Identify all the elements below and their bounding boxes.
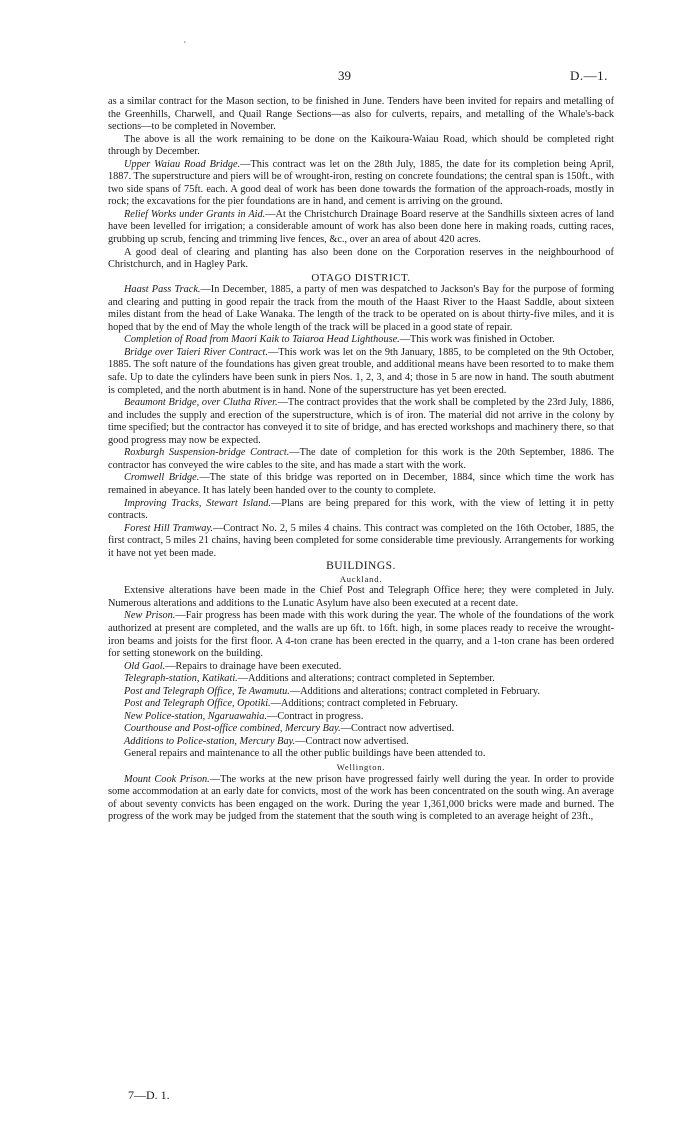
paragraph: Cromwell Bridge.—The state of this bridge was reported on in December, 1884, since which time the work has remained in abeyance. It has lately been handed over to the county to complete. [108, 472, 614, 496]
paragraph: The above is all the work remaining to be done on the Kaikoura-Waiau Road, which should be completed right through by December. [108, 133, 614, 158]
page-number: 39 [338, 68, 351, 83]
document-reference: D.—1. [570, 68, 608, 83]
paragraph: Bridge over Taieri River Contract.—This work was let on the 9th January, 1885, to be completed on the 9th October, 1885. The soft nature of the foundations has given great trouble, and additional means have been resorted to to make them safe. Up to date the cylinders have been sunk in piers Nos. 1, 2, 3, and 4; those in 5 are now in hand. The south abutment is completed, and the north abutment is in hand. None of the superstructure has yet been erected. [108, 346, 614, 396]
paragraph-title: Courthouse and Post-office combined, Mercury Bay. [124, 723, 341, 735]
subsection-heading-auckland: Auckland. [339, 573, 383, 584]
subsection-heading-wellington: Wellington. [336, 761, 386, 772]
paragraph: A good deal of clearing and planting has also been done on the Corporation reserves in the neighbourhood of Christchurch, and in Hagley Park. [108, 246, 614, 271]
page-mark: ' [184, 40, 186, 51]
paragraph-title: Beaumont Bridge, over Clutha River. [124, 397, 278, 409]
paragraph: Beaumont Bridge, over Clutha River.—The contract provides that the work shall be completed by the 23rd July, 1886, and includes the supply and erection of the superstructure, which is of iron. The material did not arrive in the colony by time specified; but the contractor has conveyed it to site of bridge, and has erected workshops and machinery there, so that good progress may now be expected. [108, 397, 614, 446]
paragraph: Forest Hill Tramway.—Contract No. 2, 5 miles 4 chains. This contract was completed on the 16th October, 1885, the first contract, 5 miles 21 chains, having been completed for some considerable time previously. Arrangements for working it have not yet been made. [108, 522, 614, 559]
paragraph: Upper Waiau Road Bridge.—This contract was let on the 28th July, 1885, the date for its completion being April, 1887. The superstructure and piers will be of wrought-iron, resting on concrete foundations; the central span is 150ft., with two side spans of 75ft. each. A good deal of work has been done towards the formation of the approach-roads, mostly in rock; the excavations for the pier foundations are in hand, and cement is arriving on the ground. [108, 158, 614, 208]
paragraph: General repairs and maintenance to all the other public buildings have been attended to. [124, 748, 486, 760]
paragraph-title: Relief Works under Grants in Aid. [124, 208, 266, 220]
paragraph: New Police-station, Ngaruawahia.—Contract in progress. [124, 710, 364, 722]
paragraph-title: New Prison. [124, 610, 176, 622]
paragraph: Additions to Police-station, Mercury Bay.—Contract now advertised. [124, 735, 409, 747]
paragraph-title: Cromwell Bridge. [124, 472, 200, 484]
paragraph: Extensive alterations have been made in the Chief Post and Telegraph Office here; they were completed in July. Numerous alterations and additions to the Lunatic Asylum have also been executed at a recent date. [108, 585, 614, 609]
paragraph-title: Forest Hill Tramway. [124, 522, 213, 534]
paragraph-title: Improving Tracks, Stewart Island. [124, 497, 271, 509]
signature-mark: 7—D. 1. [128, 1088, 170, 1102]
paragraph: Mount Cook Prison.—The works at the new prison have progressed fairly well during the year. In order to provide some accommodation at an early date for convicts, most of the work has been concentrated on the south wing. An average of about seventy convicts has been engaged on the work. During the year 1,361,000 bricks were made and burned. The progress of the work may be judged from the statement that the south wing is completed to an average height of 23ft., [108, 773, 614, 823]
paragraph: Relief Works under Grants in Aid.—At the Christchurch Drainage Board reserve at the Sandhills sixteen acres of land have been levelled for irrigation; a considerable amount of work has also been done here in making roads, cutting races, grubbing up scrub, fencing and trimming live fences, &c., over an area of about 420 acres. [108, 208, 614, 246]
paragraph-title: Post and Telegraph Office, Opotiki. [124, 698, 271, 710]
page-header [0, 68, 700, 88]
paragraph: Post and Telegraph Office, Opotiki.—Additions; contract completed in February. [124, 698, 458, 710]
paragraph-title: New Police-station, Ngaruawahia. [124, 710, 268, 722]
paragraph: Post and Telegraph Office, Te Awamutu.—Additions and alterations; contract completed in February. [124, 685, 540, 697]
paragraph-title: Haast Pass Track. [124, 284, 201, 296]
paragraph: New Prison.—Fair progress has been made with this work during the year. The whole of the foundations of the work authorized at present are completed, and the walls are up 6ft. to 16ft. high, in some places ready to receive the wrought-iron beams and joists for the first floor. A 4-ton crane has been erected in the quarry, and a 1-ton crane has been ordered for setting stonework on the building. [108, 610, 614, 660]
paragraph-title: Post and Telegraph Office, Te Awamutu. [124, 685, 290, 697]
paragraph-title: Additions to Police-station, Mercury Bay. [124, 735, 296, 747]
paragraph-title: Bridge over Taieri River Contract. [124, 346, 268, 358]
paragraph: Telegraph-station, Katikati.—Additions and alterations; contract completed in September. [124, 673, 495, 685]
paragraph-title: Roxburgh Suspension-bridge Contract. [124, 447, 290, 459]
section-heading-otago: OTAGO DISTRICT. [311, 271, 411, 284]
paragraph: Completion of Road from Maori Kaik to Taiaroa Head Lighthouse.—This work was finished in October. [124, 334, 555, 346]
paragraph: Old Gaol.—Repairs to drainage have been executed. [124, 660, 342, 672]
paragraph: Improving Tracks, Stewart Island.—Plans are being prepared for this work, with the view of letting it in petty contracts. [108, 497, 614, 522]
paragraph: Courthouse and Post-office combined, Mercury Bay.—Contract now advertised. [124, 723, 455, 735]
paragraph: Haast Pass Track.—In December, 1885, a party of men was despatched to Jackson's Bay for the purpose of forming and clearing and putting in good repair the track from the mouth of the Haast River to the Haast Saddle, about sixteen miles distant from the head of Lake Wanaka. The length of the track to be operated on is about thirty-five miles, and it is hoped that by the end of May the whole length of the track will be placed in a good state of repair. [108, 284, 614, 333]
paragraph-title: Upper Waiau Road Bridge. [124, 158, 241, 170]
paragraph-title: Completion of Road from Maori Kaik to Taiaroa Head Lighthouse. [124, 334, 400, 346]
section-heading-buildings: BUILDINGS. [326, 560, 396, 573]
document-body [108, 96, 614, 824]
paragraph-title: Mount Cook Prison. [124, 773, 210, 785]
paragraph-title: Telegraph-station, Katikati. [124, 673, 238, 685]
paragraph: as a similar contract for the Mason section, to be finished in June. Tenders have been invited for repairs and metalling of the Greenhills, Charwell, and Quail Range Sections—as also for culverts, repairs, and metalling of the Whale's-back sections—to be completed in November. [108, 96, 614, 133]
paragraph-title: Old Gaol. [124, 660, 166, 672]
paragraph: Roxburgh Suspension-bridge Contract.—The date of completion for this work is the 20th September, 1886. The contractor has conveyed the wire cables to the site, and has made a start with the work. [108, 447, 614, 471]
